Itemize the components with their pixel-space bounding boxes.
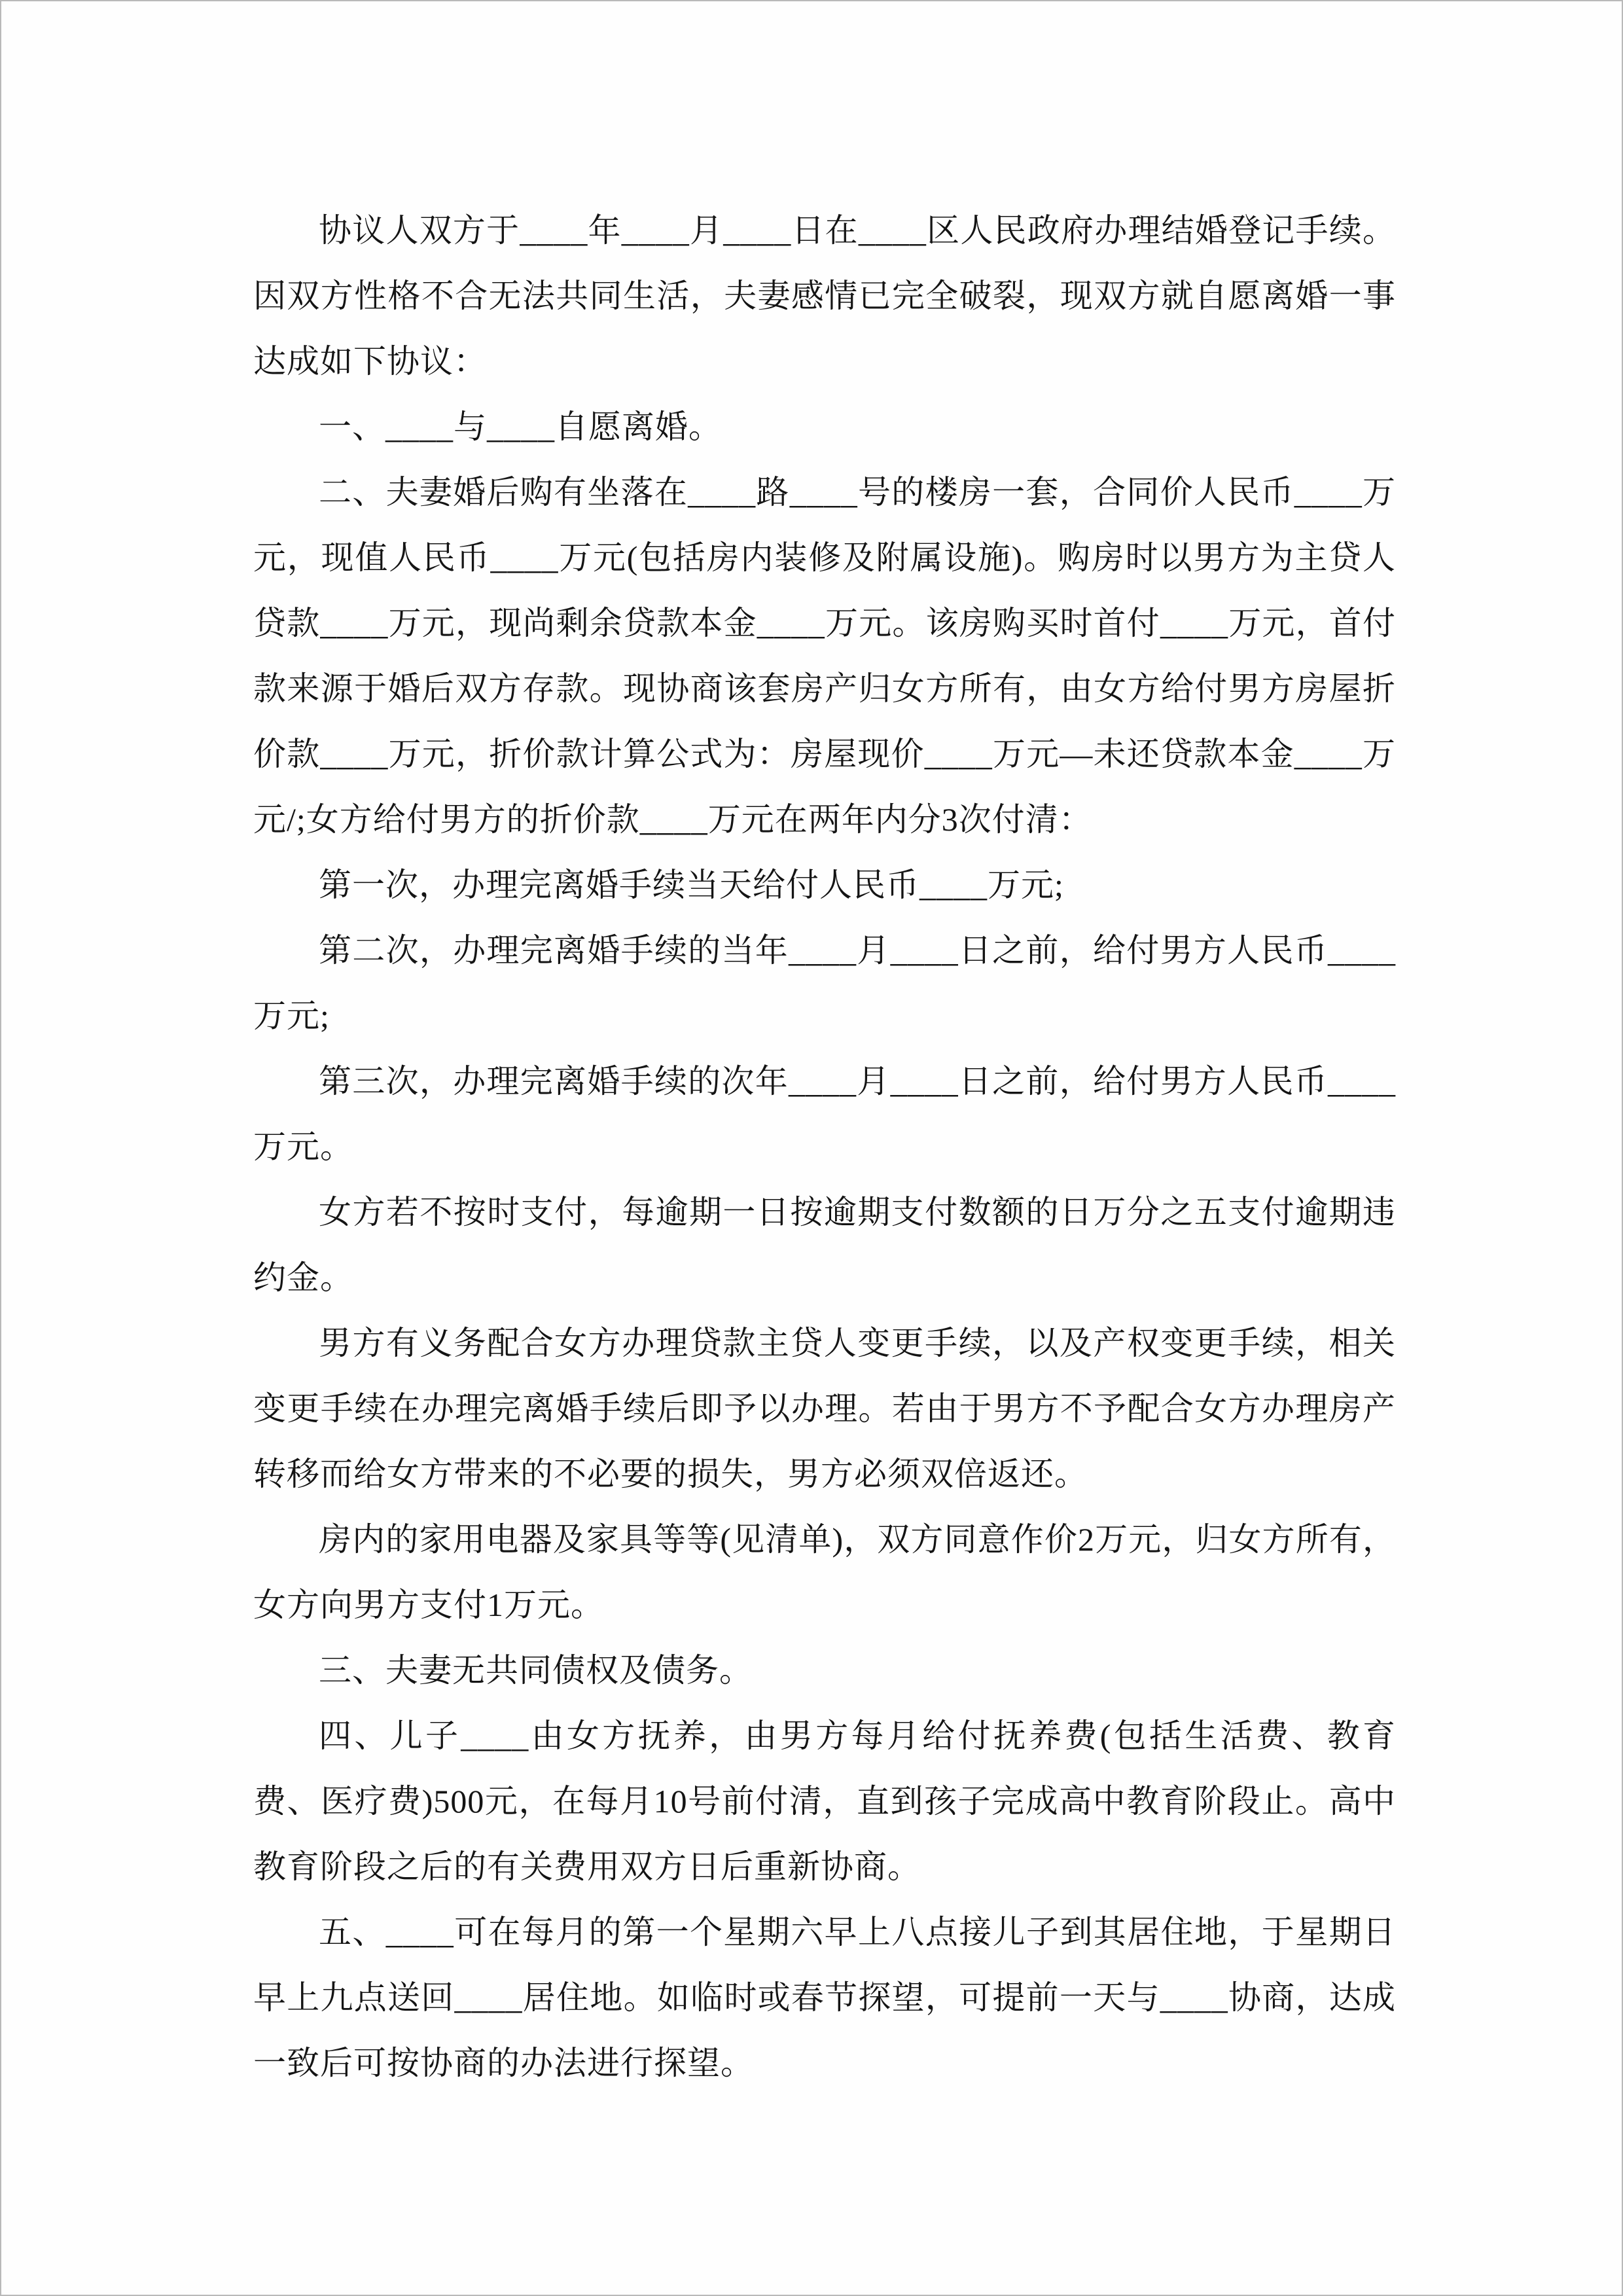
paragraph-clause-4-custody: 四、儿子____由女方抚养，由男方每月给付抚养费(包括生活费、教育费、医疗费)500元，在每月10号前付清，直到孩子完成高中教育阶段止。高中教育阶段之后的有关费用双方日后重新协商。 bbox=[253, 1717, 1396, 1885]
paragraph-clause-5-visitation: 五、____可在每月的第一个星期六早上八点接儿子到其居住地，于星期日早上九点送回____居住地。如临时或春节探望，可提前一天与____协商，达成一致后可按协商的办法进行探望。 bbox=[253, 1914, 1396, 2081]
paragraph-payment-first: 第一次，办理完离婚手续当天给付人民币____万元; bbox=[319, 867, 1064, 903]
paragraph-payment-second: 第二次，办理完离婚手续的当年____月____日之前，给付男方人民币____万元; bbox=[253, 932, 1396, 1034]
paragraph-late-penalty: 女方若不按时支付，每逾期一日按逾期支付数额的日万分之五支付逾期违约金。 bbox=[253, 1194, 1396, 1296]
paragraph-clause-3-debts: 三、夫妻无共同债权及债务。 bbox=[319, 1652, 753, 1689]
paragraph-appliances-furniture: 房内的家用电器及家具等等(见清单)，双方同意作价2万元，归女方所有，女方向男方支付1万元。 bbox=[253, 1521, 1396, 1623]
paragraph-registration-intro: 协议人双方于____年____月____日在____区人民政府办理结婚登记手续。因双方性格不合无法共同生活，夫妻感情已完全破裂，现双方就自愿离婚一事达成如下协议： bbox=[253, 212, 1396, 380]
paragraph-payment-third: 第三次，办理完离婚手续的次年____月____日之前，给付男方人民币____万元。 bbox=[253, 1063, 1396, 1165]
paragraph-transfer-obligation: 男方有义务配合女方办理贷款主贷人变更手续，以及产权变更手续，相关变更手续在办理完离婚手续后即予以办理。若由于男方不予配合女方办理房产转移而给女方带来的不必要的损失，男方必须双倍返还。 bbox=[253, 1325, 1396, 1492]
paragraph-clause-1-voluntary-divorce: 一、____与____自愿离婚。 bbox=[319, 408, 722, 445]
paragraph-clause-2-property: 二、夫妻婚后购有坐落在____路____号的楼房一套，合同价人民币____万元，现值人民币____万元(包括房内装修及附属设施)。购房时以男方为主贷人贷款____万元，现尚剩余贷款本金____万元。该房购买时首付____万元，首付款来源于婚后双方存款。现协商该套房产归女方所有，由女方给付男方房屋折价款____万元，折价款计算公式为：房屋现价____万元—未还贷款本金____万元/;女方给付男方的折价款____万元在两年内分3次付清： bbox=[253, 474, 1396, 838]
